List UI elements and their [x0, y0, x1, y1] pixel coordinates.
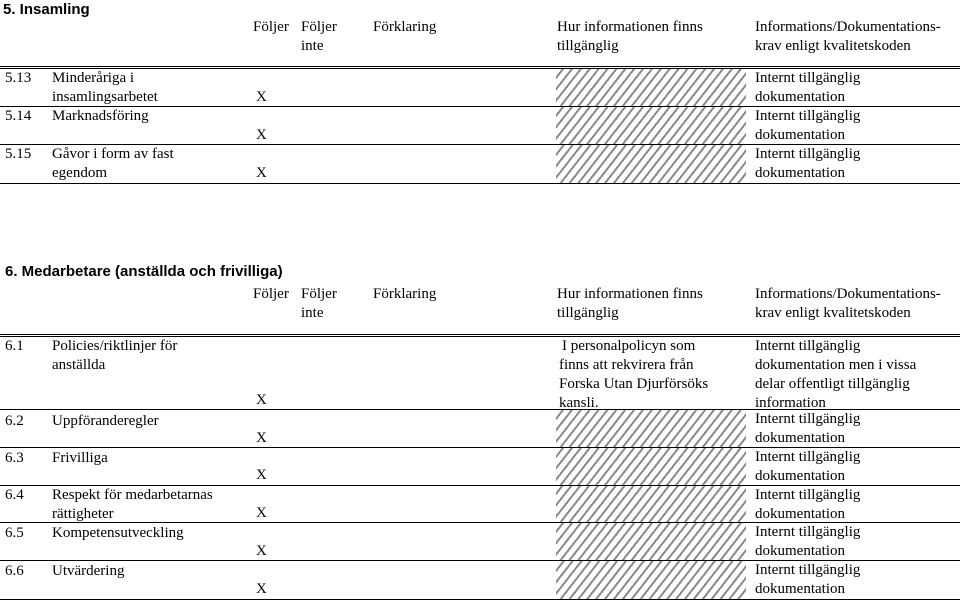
header-krav: Informations/Dokumentations- krav enligt kvalitetskoden	[755, 19, 941, 54]
header-forklaring: Förklaring	[373, 19, 437, 35]
row-number: 5.13	[5, 70, 32, 86]
hatched-cell	[556, 145, 746, 183]
krav-text: Internt tillgänglig dokumentation	[755, 146, 861, 181]
follows-mark: X	[256, 165, 267, 181]
hatched-cell	[556, 107, 746, 144]
hatched-cell	[556, 486, 746, 522]
section-5-title: 5. Insamling	[3, 1, 90, 18]
header-foljer: Följer	[253, 19, 289, 35]
follows-mark: X	[256, 127, 267, 143]
follows-mark: X	[256, 392, 267, 408]
follows-mark: X	[256, 89, 267, 105]
krav-text: Internt tillgänglig dokumentation men i vissa delar offentligt tillgänglig information	[755, 338, 917, 411]
row-label: Respekt för medarbetarnas rättigheter	[52, 487, 213, 522]
row-label: Marknadsföring	[52, 108, 149, 124]
hatched-cell	[556, 523, 746, 560]
row-number: 6.2	[5, 413, 24, 429]
krav-text: Internt tillgänglig dokumentation	[755, 562, 861, 597]
follows-mark: X	[256, 430, 267, 446]
header-foljer-inte: Följer inte	[301, 19, 337, 54]
row-number: 5.15	[5, 146, 32, 162]
header-foljer-inte: Följer inte	[301, 286, 337, 321]
krav-text: Internt tillgänglig dokumentation	[755, 487, 861, 522]
follows-mark: X	[256, 543, 267, 559]
krav-text: Internt tillgänglig dokumentation	[755, 108, 861, 143]
krav-text: Internt tillgänglig dokumentation	[755, 524, 861, 559]
header-hur-tillganglig: Hur informationen finns tillgänglig	[557, 19, 703, 54]
krav-text: Internt tillgänglig dokumentation	[755, 70, 861, 105]
row-label: Kompetensutveckling	[52, 525, 184, 541]
hur-text: I personalpolicyn som finns att rekvirera från Forska Utan Djurförsöks kansli.	[559, 338, 709, 411]
row-number: 6.5	[5, 525, 24, 541]
row-number: 6.1	[5, 338, 24, 354]
row-label: Utvärdering	[52, 563, 125, 579]
krav-text: Internt tillgänglig dokumentation	[755, 411, 861, 446]
header-forklaring: Förklaring	[373, 286, 437, 302]
follows-mark: X	[256, 505, 267, 521]
hatched-cell	[556, 561, 746, 599]
row-number: 6.6	[5, 563, 24, 579]
row-number: 5.14	[5, 108, 32, 124]
row-label: Policies/riktlinjer för anställda	[52, 338, 178, 373]
krav-text: Internt tillgänglig dokumentation	[755, 449, 861, 484]
row-label: Uppföranderegler	[52, 413, 159, 429]
header-foljer: Följer	[253, 286, 289, 302]
row-label: Frivilliga	[52, 450, 108, 466]
hatched-cell	[556, 448, 746, 485]
header-hur-tillganglig: Hur informationen finns tillgänglig	[557, 286, 703, 321]
hatched-cell	[556, 69, 746, 106]
row-label: Gåvor i form av fast egendom	[52, 146, 174, 181]
section-6-title: 6. Medarbetare (anställda och frivilliga)	[5, 263, 283, 280]
row-label: Minderåriga i insamlingsarbetet	[52, 70, 158, 105]
hatched-cell	[556, 410, 746, 447]
row-number: 6.3	[5, 450, 24, 466]
header-krav: Informations/Dokumentations- krav enligt kvalitetskoden	[755, 286, 941, 321]
follows-mark: X	[256, 581, 267, 597]
row-number: 6.4	[5, 487, 24, 503]
follows-mark: X	[256, 467, 267, 483]
